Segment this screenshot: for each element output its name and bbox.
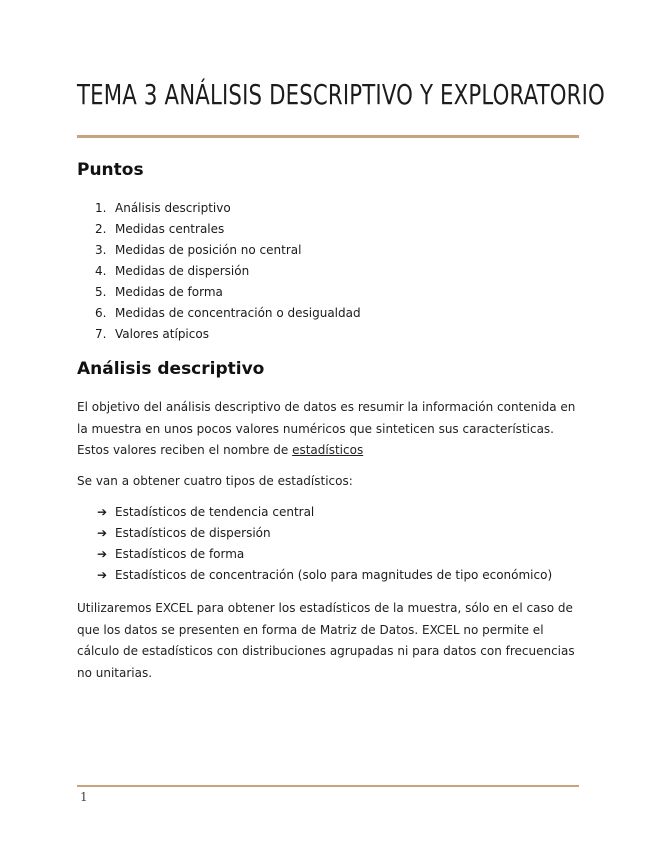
types-intro-paragraph: Se van a obtener cuatro tipos de estadísticos: — [77, 474, 353, 488]
arrow-right-icon: ➔ — [97, 505, 108, 519]
list-item-label: Estadísticos de forma — [115, 547, 245, 561]
list-item — [77, 242, 361, 263]
list-item — [77, 503, 552, 524]
types-list — [77, 503, 552, 587]
list-item-label: Medidas de posición no central — [115, 243, 302, 257]
estadisticos-link[interactable]: estadísticos — [292, 443, 364, 457]
list-item — [77, 305, 361, 326]
analisis-heading: Análisis descriptivo — [77, 359, 265, 379]
list-item — [77, 200, 361, 221]
excel-paragraph: Utilizaremos EXCEL para obtener los estadísticos de la muestra, sólo en el caso de que los datos se presenten en forma de Matriz de Datos. EXCEL no permite el cálculo de estadísticos con distribuciones agrupadas ni para datos con frecuencias no unitarias. — [77, 601, 575, 680]
page-number: 1 — [80, 790, 88, 804]
puntos-list — [77, 200, 361, 347]
list-number: 5. — [95, 285, 107, 299]
list-item-label: Medidas de forma — [115, 285, 223, 299]
list-number: 3. — [95, 243, 107, 257]
list-number: 1. — [95, 201, 107, 215]
list-item — [77, 566, 552, 587]
footer-divider — [77, 785, 579, 787]
document-title: TEMA 3 ANÁLISIS DESCRIPTIVO Y EXPLORATORIO — [77, 78, 605, 111]
list-number: 6. — [95, 306, 107, 320]
list-item-label: Análisis descriptivo — [115, 201, 231, 215]
list-item — [77, 284, 361, 305]
list-item-label: Estadísticos de concentración (solo para magnitudes de tipo económico) — [115, 568, 553, 582]
list-item-label: Medidas centrales — [115, 222, 225, 236]
list-item-label: Estadísticos de dispersión — [115, 526, 271, 540]
list-item-label: Medidas de concentración o desigualdad — [115, 306, 361, 320]
list-number: 7. — [95, 327, 107, 341]
puntos-heading: Puntos — [77, 160, 144, 180]
list-item — [77, 545, 552, 566]
list-item — [77, 221, 361, 242]
list-number: 2. — [95, 222, 107, 236]
intro-paragraph — [77, 397, 579, 462]
list-item-label: Medidas de dispersión — [115, 264, 250, 278]
list-item — [77, 326, 361, 347]
list-item — [77, 524, 552, 545]
list-item-label: Estadísticos de tendencia central — [115, 505, 315, 519]
arrow-right-icon: ➔ — [97, 547, 108, 561]
intro-text: El objetivo del análisis descriptivo de datos es resumir la información contenida en la muestra en unos pocos valores numéricos que sinteticen sus características. Estos valores reciben el nombre de — [77, 400, 576, 457]
list-number: 4. — [95, 264, 107, 278]
list-item-label: Valores atípicos — [115, 327, 209, 341]
title-divider — [77, 135, 579, 138]
list-item — [77, 263, 361, 284]
arrow-right-icon: ➔ — [97, 568, 108, 582]
arrow-right-icon: ➔ — [97, 526, 108, 540]
